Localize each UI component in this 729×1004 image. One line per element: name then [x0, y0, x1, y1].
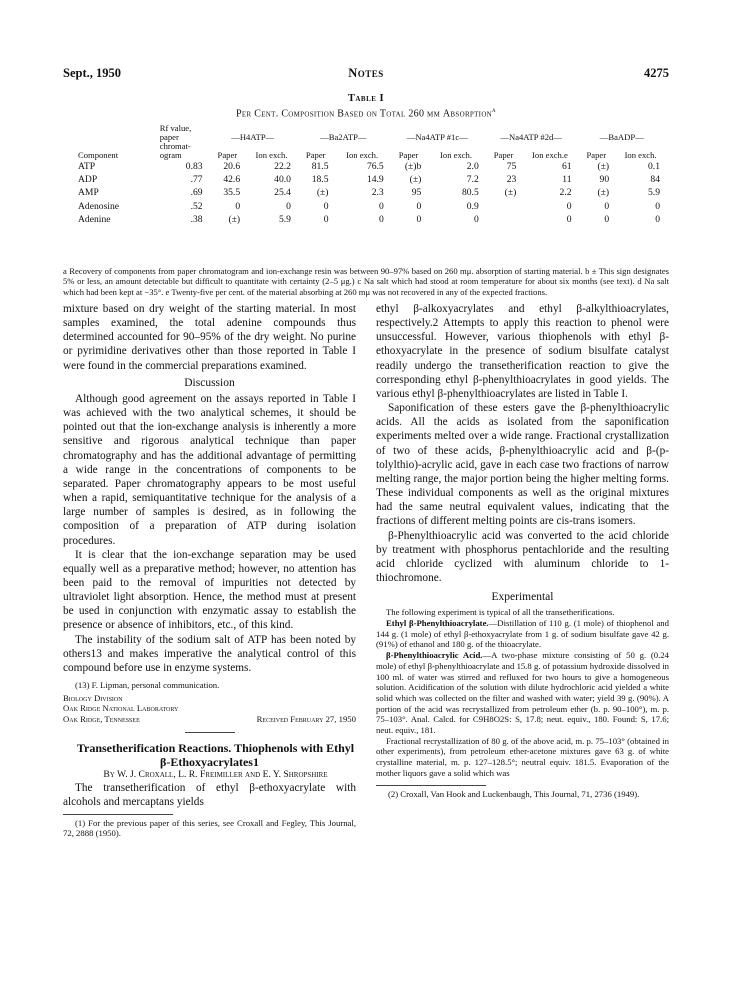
table-cell: 23	[506, 174, 517, 186]
table-cell: (±)	[597, 161, 610, 173]
table-cell: 61	[561, 161, 572, 173]
table-cell: 0	[655, 200, 660, 212]
paragraph: Fractional recrystallization of 80 g. of the above acid, m. p. 75–103° (obtained in other experiments), from petroleum ether-acetone mixtures gave 63 g. of white crystalline material, m. p. 127–128.5°; neutral equiv. 181.5. Evaporation of the mother liquors gave a solid which was	[376, 735, 669, 778]
paragraph: Saponification of these esters gave the β-phenylthioacrylic acids. All the acids as isolated from the saponification experiments melted over a wide range. Fractional crystallization of two of these acids, β-phenylthioacrylic acid and β-(p-tolylthio)-acrylic acid, gave in each case two fractions of narrow melting range, the major portion being the higher melting forms. These individual components as well as the original mixtures had the same neutral equivalent values, indicating that the fractions of different melting points are cis-trans isomers.	[376, 402, 669, 528]
table-cell: 7.2	[466, 174, 479, 186]
group-ba2atp: —Ba2ATP—	[320, 132, 367, 142]
table-cell: 0.1	[648, 161, 660, 173]
paragraph: Although good agreement on the assays reported in Table I was achieved with the two analytical schemes, it should be pointed out that the ion-exchange analysis is inherently a more sensitive and rigorous analytical technique than paper chromatography and has the additional advantage of permitting a wide range in the concentrations of components to be separated. Paper chromatography appears to be most useful when a rapid, semiquantitative technique for the analysis of a large number of samples is desired, as in following the composition of a preparation of ATP during isolation procedures.	[63, 392, 356, 547]
table-cell: 84	[650, 174, 660, 186]
header-section: Notes	[348, 66, 384, 80]
table-cell: 25.4	[274, 187, 291, 199]
group-na4atp-1: —Na4ATP #1c—	[406, 132, 468, 142]
rf-value: .52	[190, 200, 203, 212]
table-row	[76, 213, 666, 226]
reference-2: (2) Croxall, Van Hook and Luckenbaugh, This Journal, 71, 2736 (1949).	[388, 788, 640, 799]
subcol: Ion exch.	[255, 150, 288, 160]
table-row	[76, 160, 666, 173]
component-name: Adenine	[78, 213, 111, 225]
table-cell: 0	[323, 200, 329, 212]
table-cell: 0.9	[466, 200, 479, 212]
experimental-heading: Experimental	[491, 591, 554, 604]
table-header-rows	[76, 124, 666, 142]
affiliation-line: Biology Division	[63, 692, 123, 703]
paragraph: The transetherification of ethyl β-ethoxyacrylate with alcohols and mercaptans yields	[63, 782, 356, 809]
table-cell: 76.5	[366, 161, 384, 173]
subcol: Paper	[398, 150, 419, 160]
table-cell: 18.5	[311, 174, 329, 186]
paragraph: β-Phenylthioacrylic acid was converted to the acid chloride by treatment with phosphorus pentachloride and the resulting acid chloride cyclized with aluminum chloride to 1-thiochromone.	[376, 529, 669, 584]
subcol: Ion exch.e	[532, 150, 568, 160]
left-column	[63, 302, 356, 839]
article-authors: By W. J. Croxall, L. R. Freimiller and E. Y. Shropshire	[103, 768, 328, 780]
table-row	[76, 200, 666, 213]
table-cell: 75	[506, 161, 517, 173]
table-cell: 0	[286, 200, 291, 212]
subcol: Paper	[493, 150, 514, 160]
group-na4atp-2: —Na4ATP #2d—	[500, 132, 562, 142]
table-cell: 0	[604, 213, 610, 225]
affiliation-line: Oak Ridge National Laboratory	[63, 703, 179, 714]
table-cell: (±)	[228, 213, 241, 225]
table-cell	[485, 213, 523, 226]
table-cell: 0	[416, 200, 422, 212]
component-name: AMP	[78, 187, 99, 199]
table-cell: 35.5	[223, 187, 241, 199]
rf-value: .77	[190, 174, 203, 186]
paragraph: It is clear that the ion-exchange separation may be used equally well as a preparative method; however, no attention has been paid to the removal of impurities not detected by ultraviolet light absorption. Hence, the method must at present be used in conjunction with enzymatic assay to establish the presence or absence of inhibitors, etc., of this kind.	[63, 548, 356, 632]
table-cell: 0	[566, 213, 572, 225]
subcol: Ion exch.	[624, 150, 657, 160]
header-date: Sept., 1950	[63, 66, 121, 80]
paragraph: Ethyl β-Phenylthioacrylate.—Distillation of 110 g. (1 mole) of thiophenol and 144 g. (1 mole) of ethyl β-ethoxyacrylate from 1 g. of sodium bisulfate gave 42 g. (91%) of ethanol and 180 g. of the thioacrylate.	[376, 617, 669, 650]
rf-value: .38	[190, 213, 203, 225]
table-cell: 5.9	[278, 213, 291, 225]
paragraph: The instability of the sodium salt of ATP has been noted by others13 and makes imperative the analytical control of this compound before use in enzyme systems.	[63, 633, 356, 674]
table-cell: 0	[323, 213, 329, 225]
table-footnote: a Recovery of components from paper chromatogram and ion-exchange resin was between 90–97% based on 260 mμ. absorption of starting material. b ± This sign designates 5% or less, an amount detectable but difficult to quantitate with certainty (2–5 μg.) c Na salt which had stood at room temperature for about six months (see text). d Na salt which had been kept at −35°. e Twenty-five per cent. of the material absorbing at 260 mμ was not recovered in any of the expected fractions.	[63, 266, 669, 297]
subcol: Paper	[217, 150, 238, 160]
subcol: Ion exch.	[440, 150, 473, 160]
table-cell: 0	[378, 200, 384, 212]
group-baadp: —BaADP—	[599, 132, 644, 142]
table-cell: (±)b	[404, 161, 422, 173]
table-cell: 5.9	[648, 187, 660, 199]
col-component: Component	[78, 150, 119, 160]
table-cell: 2.3	[371, 187, 384, 199]
component-name: Adenosine	[78, 200, 120, 212]
table-row	[76, 173, 666, 186]
table-cell: 11	[562, 174, 572, 186]
paragraph: The following experiment is typical of all the transetherifications.	[386, 607, 615, 618]
table-cell: 0	[473, 213, 479, 225]
col-rf: Rf value, paper chromat- ogram	[159, 123, 192, 160]
footnote-rule	[63, 814, 173, 815]
rf-value: 0.83	[185, 161, 203, 173]
footnote-rule	[376, 785, 486, 786]
table-cell: 0	[235, 200, 241, 212]
affiliation-line: Oak Ridge, Tennessee Received February 27, 1950	[63, 714, 356, 725]
component-name: ATP	[78, 161, 96, 173]
paragraph: β-Phenylthioacrylic Acid.—A two-phase mixture consisting of 50 g. (0.24 mole) of ethyl β-phenylthioacrylate and 15.8 g. of potassium hydroxide dissolved in 100 ml. of water was stirred and refluxed for two hours to give a homogeneous solution. Acidification of the solution with dilute hydrochloric acid yielded a white solid which was collected on the filter and washed with water; yield 39 g. (90%). A portion of the acid was recrystallized from petroleum ether (b. p. 90–100°), m. p. 75–103°. Anal. Calcd. for C9H8O2S: S, 17.8; neut. equiv., 180. Found: S, 17.6; neut. equiv., 181.	[376, 650, 669, 736]
subcol: Ion exch.	[346, 150, 379, 160]
page-number: 4275	[644, 66, 669, 80]
table-cell: 90	[599, 174, 610, 186]
paragraph: mixture based on dry weight of the starting material. In most samples examined, the total adenine compounds thus determined accounted for 90–95% of the dry weight. No purine or pyrimidine derivatives other than those reported in Table I were found in the commercial preparations examined.	[63, 303, 356, 372]
discussion-heading: Discussion	[184, 376, 235, 389]
table-cell: 0	[604, 200, 610, 212]
table-cell: 81.5	[311, 161, 329, 173]
subcol: Paper	[305, 150, 326, 160]
table-cell: (±)	[316, 187, 329, 199]
reference-13: (13) F. Lipman, personal communication.	[75, 680, 220, 691]
table-cell: (±)	[409, 174, 422, 186]
paragraph: ethyl β-alkoxyacrylates and ethyl β-alkylthioacrylates, respectively.2 Attempts to apply this reaction to phenol were unsuccessful. However, various thiophenols with ethyl β-ethoxyacrylate in the presence of sodium bisulfate catalyst readily undergo the transetherification reaction to give the corresponding ethyl β-phenylthioacrylates in good yields. The various ethyl β-phenylthioacrylates are listed in Table I.	[376, 303, 669, 400]
table-cell: 95	[411, 187, 422, 199]
table-cell: (±)	[597, 187, 610, 199]
table-cell	[485, 200, 523, 213]
table-cell: 0	[655, 213, 660, 225]
table-cell: 2.0	[466, 161, 479, 173]
table-subtitle: Per Cent. Composition Based on Total 260 mμ Absorption$^a$	[236, 106, 496, 120]
running-header	[63, 66, 669, 82]
rf-value: .69	[190, 187, 203, 199]
right-column	[376, 302, 669, 799]
table-cell: 20.6	[223, 161, 241, 173]
subcol: Paper	[586, 150, 607, 160]
table-cell: 0	[378, 213, 384, 225]
table-cell: 22.2	[274, 161, 291, 173]
group-h4atp: —H4ATP—	[231, 132, 275, 142]
reference-1: (1) For the previous paper of this series, see Croxall and Fegley, This Journal, 72, 2888 (1950).	[63, 817, 356, 839]
table-cell: 0	[566, 200, 572, 212]
table-caption: Table I	[347, 93, 385, 104]
table-row	[76, 186, 666, 199]
component-name: ADP	[78, 174, 98, 186]
table-cell: 2.2	[559, 187, 572, 199]
table-cell: 42.6	[223, 174, 241, 186]
table-cell: 80.5	[461, 187, 479, 199]
article-title: Transetherification Reactions. Thiophenols with Ethyl β-Ethoxyacrylates1	[76, 740, 355, 769]
table-cell: 0	[416, 213, 422, 225]
table-cell: (±)	[504, 187, 517, 199]
table-cell: 40.0	[274, 174, 291, 186]
composition-table	[76, 124, 666, 226]
section-divider	[185, 732, 235, 733]
table-cell: 14.9	[366, 174, 384, 186]
